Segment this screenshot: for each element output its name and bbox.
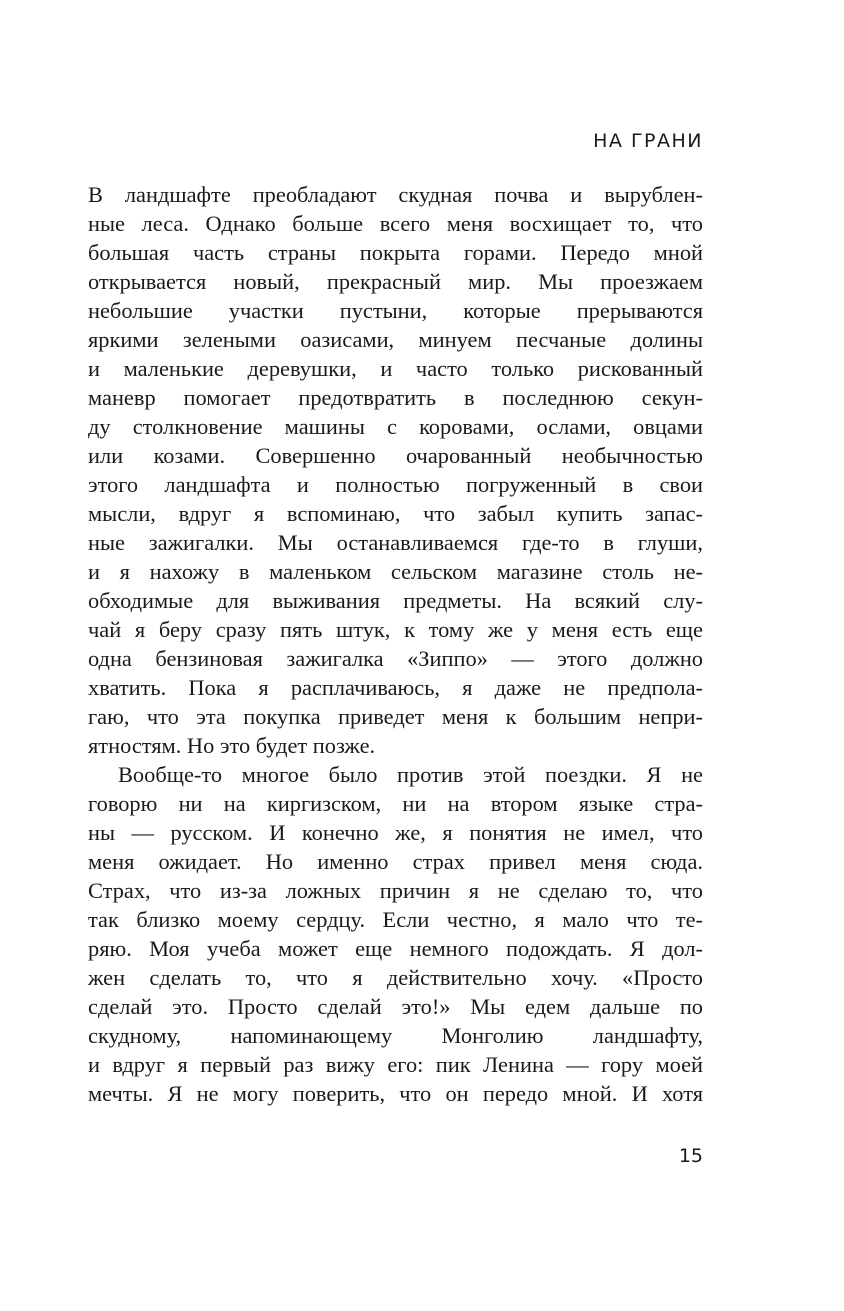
text-line: ряю. Моя учеба может еще немного подождать. Я дол-	[88, 936, 703, 961]
text-line: мысли, вдруг я вспоминаю, что забыл купить запас-	[88, 501, 703, 526]
text-line: маневр помогает предотвратить в последнюю секун-	[88, 385, 703, 410]
text-line: ные зажигалки. Мы останавливаемся где-то в глуши,	[88, 530, 703, 555]
text-line: одна бензиновая зажигалка «Зиппо» — этого должно	[88, 646, 703, 671]
page-number: 15	[678, 1145, 703, 1167]
text-line: ны — русском. И конечно же, я понятия не имел, что	[88, 820, 703, 845]
text-line: мечты. Я не могу поверить, что он передо мной. И хотя	[88, 1081, 703, 1106]
text-line: хватить. Пока я расплачиваюсь, я даже не предпола-	[88, 675, 703, 700]
text-line: Страх, что из-за ложных причин я не сделаю то, что	[88, 878, 703, 903]
paragraph-1	[88, 180, 703, 760]
text-line: открывается новый, прекрасный мир. Мы проезжаем	[88, 269, 703, 294]
text-line: скудному, напоминающему Монголию ландшафту,	[88, 1023, 703, 1048]
text-line: гаю, что эта покупка приведет меня к большим непри-	[88, 704, 703, 729]
text-line: меня ожидает. Но именно страх привел меня сюда.	[88, 849, 703, 874]
text-line: сделай это. Просто сделай это!» Мы едем дальше по	[88, 994, 703, 1019]
text-line: или козами. Совершенно очарованный необычностью	[88, 443, 703, 468]
text-line: ные леса. Однако больше всего меня восхищает то, что	[88, 211, 703, 236]
running-head: НА ГРАНИ	[593, 130, 703, 152]
text-line: Вообще-то многое было против этой поездки. Я не	[118, 762, 703, 787]
text-line: чай я беру сразу пять штук, к тому же у меня есть еще	[88, 617, 703, 642]
text-line: так близко моему сердцу. Если честно, я мало что те-	[88, 907, 703, 932]
text-line: ду столкновение машины с коровами, ослами, овцами	[88, 414, 703, 439]
text-line: говорю ни на киргизском, ни на втором языке стра-	[88, 791, 703, 816]
paragraph-2	[88, 760, 703, 1108]
text-line: и я нахожу в маленьком сельском магазине столь не-	[88, 559, 703, 584]
text-line: большая часть страны покрыта горами. Передо мной	[88, 240, 703, 265]
text-line: обходимые для выживания предметы. На всякий слу-	[88, 588, 703, 613]
text-line: этого ландшафта и полностью погруженный в свои	[88, 472, 703, 497]
text-line: и вдруг я первый раз вижу его: пик Ленина — гору моей	[88, 1052, 703, 1077]
text-line: и маленькие деревушки, и часто только рискованный	[88, 356, 703, 381]
text-line: жен сделать то, что я действительно хочу. «Просто	[88, 965, 703, 990]
text-line: ятностям. Но это будет позже.	[88, 733, 376, 758]
text-line: яркими зелеными оазисами, минуем песчаные долины	[88, 327, 703, 352]
text-line: небольшие участки пустыни, которые прерываются	[88, 298, 703, 323]
text-line: В ландшафте преобладают скудная почва и вырублен-	[88, 182, 703, 207]
body-text	[88, 180, 703, 1108]
